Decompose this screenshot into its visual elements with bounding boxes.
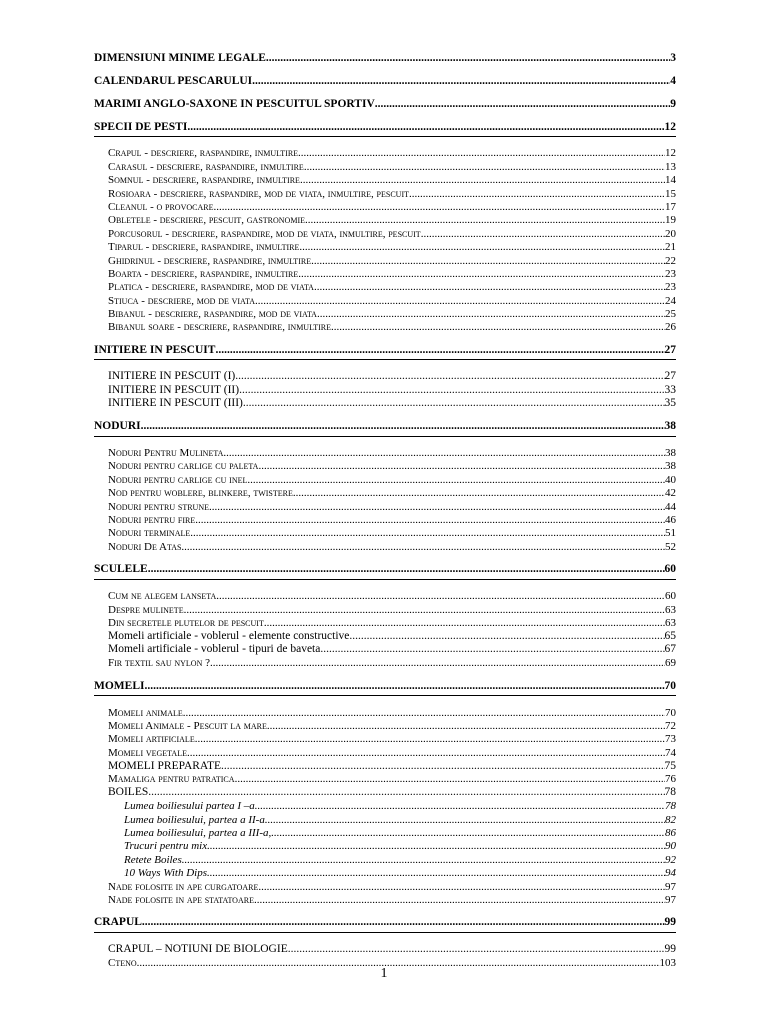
toc-entry-page: 69	[665, 657, 676, 670]
toc-entry-page: 13	[665, 160, 676, 173]
dot-leader	[247, 475, 665, 486]
dot-leader	[181, 542, 665, 553]
toc-entry-title: CRAPUL – NOTIUNI DE BIOLOGIE	[108, 942, 288, 955]
toc-subentry[interactable]	[94, 320, 676, 333]
toc-entry-page: 4	[670, 74, 676, 87]
toc-entry-page: 12	[665, 147, 676, 160]
toc-entry-title: Trucuri pentru mix	[124, 840, 208, 853]
toc-entry-page: 27	[664, 343, 676, 356]
toc-entry-page: 9	[670, 97, 676, 110]
toc-entry-title: BOILES	[108, 786, 149, 799]
toc-subentry[interactable]	[94, 616, 676, 629]
page-number: 1	[380, 966, 388, 981]
toc-entry-title: Noduri De Atas	[108, 540, 182, 553]
toc-subentry[interactable]	[94, 772, 676, 785]
dot-leader	[148, 787, 664, 799]
toc-subentry[interactable]	[94, 186, 676, 199]
toc-subentry[interactable]	[94, 240, 676, 253]
dot-leader	[314, 282, 665, 293]
dot-leader	[258, 461, 665, 472]
toc-entry-title: Carasul - descriere, raspandire, inmultire	[108, 160, 304, 173]
toc-entry-page: 12	[664, 120, 676, 133]
dot-leader	[421, 229, 665, 240]
toc-subentry[interactable]	[94, 146, 676, 159]
toc-entry-page: 63	[665, 603, 676, 616]
toc-entry-title: Momeli artificiale - voblerul - elemente constructive	[108, 629, 350, 642]
toc-entry-title: Crapul - descriere, raspandire, inmultire	[108, 147, 299, 160]
toc-entry-page: 46	[665, 513, 676, 526]
toc-entry-page: 97	[665, 880, 676, 893]
dot-leader	[195, 734, 665, 745]
toc-section-entry[interactable]	[94, 419, 676, 437]
toc-entry-page: 70	[665, 706, 676, 719]
dot-leader	[265, 815, 665, 826]
dot-leader	[223, 448, 665, 459]
toc-subentry[interactable]	[94, 213, 676, 226]
toc-entry-page: 27	[664, 370, 676, 383]
toc-entry-title: Noduri terminale	[108, 527, 191, 540]
toc-entry-title: Lumea boiliesului, partea a II-a	[124, 813, 265, 826]
dot-leader	[210, 658, 665, 669]
toc-entry-title: INITIERE IN PESCUIT	[94, 343, 216, 356]
toc-entry-page: 17	[665, 200, 676, 213]
toc-entry-page: 19	[665, 214, 676, 227]
dot-leader	[293, 488, 665, 499]
toc-entry-title: Platica - descriere, raspandire, mod de viata	[108, 281, 314, 294]
toc-entry-page: 86	[665, 827, 676, 840]
toc-entry-page: 78	[664, 786, 676, 799]
toc-subentry[interactable]	[94, 785, 676, 798]
toc-subentry[interactable]	[94, 839, 676, 852]
toc-section-entry[interactable]	[94, 73, 676, 87]
toc-subentry[interactable]	[94, 293, 676, 306]
toc-entry-page: 23	[665, 267, 676, 280]
toc-section-entry[interactable]	[94, 119, 676, 137]
toc-entry-page: 26	[665, 321, 676, 334]
dot-leader	[375, 99, 671, 111]
toc-entry-page: 33	[664, 383, 676, 396]
toc-section-entry[interactable]	[94, 342, 676, 360]
toc-entry-title: Noduri pentru fire	[108, 513, 196, 526]
toc-entry-page: 99	[664, 916, 676, 929]
toc-entry-page: 90	[665, 840, 676, 853]
dot-leader	[235, 371, 664, 383]
toc-entry-page: 44	[665, 500, 676, 513]
toc-subentry[interactable]	[94, 159, 676, 172]
dot-leader	[243, 398, 665, 410]
toc-entry-title: Despre mulinete	[108, 603, 184, 616]
toc-entry-title: Somnul - descriere, raspandire, inmultire	[108, 174, 300, 187]
toc-entry-title: MOMELI PREPARATE	[108, 759, 221, 772]
toc-entry-title: INITIERE IN PESCUIT (II)	[108, 383, 240, 396]
toc-subentry[interactable]	[94, 526, 676, 539]
toc-subentry[interactable]	[94, 173, 676, 186]
toc-subentry[interactable]	[94, 602, 676, 615]
toc-entry-page: 92	[665, 853, 676, 866]
dot-leader	[255, 296, 665, 307]
toc-subentry[interactable]	[94, 656, 676, 669]
dot-leader	[215, 345, 664, 357]
toc-section-entry[interactable]	[94, 50, 676, 64]
toc-entry-page: 42	[665, 487, 676, 500]
toc-entry-title: INITIERE IN PESCUIT (I)	[108, 370, 236, 383]
toc-entry-page: 38	[665, 460, 676, 473]
dot-leader	[207, 841, 665, 852]
toc-subentry[interactable]	[94, 719, 676, 732]
toc-subentry[interactable]	[94, 369, 676, 382]
toc-subentry[interactable]	[94, 446, 676, 459]
dot-leader	[298, 148, 665, 159]
toc-section-entry[interactable]	[94, 678, 676, 696]
toc-subentry[interactable]	[94, 280, 676, 293]
dot-leader	[331, 322, 665, 333]
toc-subentry[interactable]	[94, 472, 676, 485]
toc-entry-page: 52	[665, 540, 676, 553]
toc-entry-page: 40	[665, 473, 676, 486]
dot-leader	[254, 895, 665, 906]
toc-entry-title: Momeli Animale - Pescuit la mare	[108, 719, 267, 732]
toc-subentry[interactable]	[94, 799, 676, 812]
toc-entry-title: Momeli artificiale	[108, 733, 195, 746]
dot-leader	[298, 269, 665, 280]
toc-entry-page: 103	[659, 956, 676, 969]
dot-leader	[183, 708, 665, 719]
toc-entry-title: Retete Boiles	[124, 853, 182, 866]
toc-entry-title: CRAPUL	[94, 916, 142, 929]
toc-entry-title: Bibanul - descriere, raspandire, mod de viata	[108, 308, 317, 321]
toc-entry-page: 24	[665, 294, 676, 307]
toc-entry-title: Nade folosite in ape curgatoare	[108, 880, 259, 893]
toc-entry-title: SPECII DE PESTI	[94, 120, 188, 133]
dot-leader	[148, 564, 665, 576]
toc-entry-page: 38	[665, 447, 676, 460]
dot-leader	[142, 917, 665, 929]
toc-entry-page: 21	[665, 241, 676, 254]
dot-leader	[266, 53, 670, 65]
toc-entry-page: 22	[665, 254, 676, 267]
toc-entry-title: Cleanul - o provocare	[108, 200, 214, 213]
toc-entry-title: Obletele - descriere, pescuit, gastronomie	[108, 214, 305, 227]
toc-entry-page: 94	[665, 867, 676, 880]
toc-subentry[interactable]	[94, 396, 676, 409]
toc-subentry[interactable]	[94, 642, 676, 655]
toc-entry-title: NODURI	[94, 420, 141, 433]
toc-subentry[interactable]	[94, 826, 676, 839]
toc-entry-title: Noduri Pentru Mulineta	[108, 447, 224, 460]
toc-entry-title: Noduri pentru strune	[108, 500, 210, 513]
dot-leader	[305, 215, 665, 226]
dot-leader	[235, 774, 665, 785]
toc-subentry[interactable]	[94, 629, 676, 642]
toc-entry-page: 38	[664, 420, 676, 433]
dot-leader	[320, 644, 664, 656]
toc-entry-title: Lumea boiliesului, partea a III-a,	[124, 827, 272, 840]
toc-subentry[interactable]	[94, 459, 676, 472]
toc-entry-title: INITIERE IN PESCUIT (III)	[108, 397, 243, 410]
toc-entry-page: 97	[665, 893, 676, 906]
dot-leader	[300, 175, 665, 186]
dot-leader	[141, 421, 665, 433]
toc-subentry[interactable]	[94, 879, 676, 892]
dot-leader	[317, 309, 665, 320]
toc-subentry[interactable]	[94, 253, 676, 266]
toc-entry-title: 10 Ways With Dips	[124, 867, 208, 880]
toc-entry-page: 72	[665, 719, 676, 732]
dot-leader	[255, 801, 665, 812]
dot-leader	[299, 242, 665, 253]
dot-leader	[311, 256, 665, 267]
toc-entry-title: Cum ne alegem lanseta	[108, 590, 217, 603]
dot-leader	[258, 882, 665, 893]
dot-leader	[221, 761, 665, 773]
toc-entry-title: Momeli vegetale	[108, 746, 187, 759]
toc-entry-title: Tiparul - descriere, raspandire, inmultire	[108, 241, 300, 254]
toc-entry-title: Momeli animale	[108, 706, 183, 719]
toc-subentry[interactable]	[94, 539, 676, 552]
toc-entry-page: 35	[664, 397, 676, 410]
dot-leader	[239, 385, 664, 397]
toc-entry-page: 60	[665, 590, 676, 603]
dot-leader	[187, 122, 664, 134]
toc-entry-title: Cteno	[108, 956, 137, 969]
toc-entry-title: Rosioara - descriere, raspandire, mod de viata, inmultire, pescuit	[108, 187, 410, 200]
toc-subentry[interactable]	[94, 589, 676, 602]
table-of-contents	[94, 50, 676, 969]
toc-entry-page: 65	[664, 629, 676, 642]
dot-leader	[252, 76, 670, 88]
toc-entry-page: 3	[670, 51, 676, 64]
toc-subentry[interactable]	[94, 513, 676, 526]
dot-leader	[187, 748, 665, 759]
toc-entry-title: Mamaliga pentru patratica	[108, 773, 235, 786]
toc-entry-title: Lumea boiliesului partea I –a	[124, 800, 255, 813]
toc-entry-page: 51	[665, 527, 676, 540]
toc-subentry[interactable]	[94, 383, 676, 396]
toc-subentry[interactable]	[94, 705, 676, 718]
toc-subentry[interactable]	[94, 893, 676, 906]
toc-entry-title: Noduri pentru carlige cu inel	[108, 473, 248, 486]
toc-subentry[interactable]	[94, 732, 676, 745]
dot-leader	[182, 855, 665, 866]
toc-entry-title: CALENDARUL PESCARULUI	[94, 74, 253, 87]
toc-entry-page: 78	[665, 800, 676, 813]
toc-entry-title: Momeli artificiale - voblerul - tipuri de baveta	[108, 643, 321, 656]
dot-leader	[195, 515, 665, 526]
dot-leader	[271, 828, 665, 839]
toc-entry-page: 14	[665, 174, 676, 187]
dot-leader	[209, 502, 665, 513]
toc-entry-title: DIMENSIUNI MINIME LEGALE	[94, 51, 266, 64]
dot-leader	[288, 944, 665, 956]
dot-leader	[264, 618, 665, 629]
toc-entry-title: SCULELE	[94, 563, 148, 576]
toc-entry-page: 63	[665, 616, 676, 629]
dot-leader	[207, 868, 665, 879]
toc-subentry[interactable]	[94, 200, 676, 213]
dot-leader	[144, 681, 664, 693]
toc-entry-title: MOMELI	[94, 679, 145, 692]
toc-subentry[interactable]	[94, 866, 676, 879]
toc-subentry[interactable]	[94, 759, 676, 772]
toc-entry-page: 99	[664, 942, 676, 955]
toc-subentry[interactable]	[94, 745, 676, 758]
toc-entry-page: 75	[664, 759, 676, 772]
toc-entry-title: Bibanul soare - descriere, raspandire, inmultire	[108, 321, 332, 334]
dot-leader	[213, 202, 665, 213]
toc-section-entry[interactable]	[94, 915, 676, 933]
toc-subentry[interactable]	[94, 812, 676, 825]
dot-leader	[190, 528, 665, 539]
toc-entry-title: Ghidrinul - descriere, raspandire, inmultire	[108, 254, 312, 267]
toc-subentry[interactable]	[94, 226, 676, 239]
toc-entry-title: Fir textil sau nylon ?	[108, 657, 210, 670]
toc-entry-title: Stiuca - descriere, mod de viata	[108, 294, 255, 307]
toc-entry-page: 70	[664, 679, 676, 692]
toc-entry-title: Nod pentru woblere, blinkere, twistere	[108, 487, 293, 500]
toc-entry-title: MARIMI ANGLO-SAXONE IN PESCUITUL SPORTIV	[94, 97, 375, 110]
toc-subentry[interactable]	[94, 267, 676, 280]
dot-leader	[267, 721, 665, 732]
toc-section-entry[interactable]	[94, 96, 676, 110]
toc-entry-page: 73	[665, 733, 676, 746]
toc-entry-title: Nade folosite in ape statatoare	[108, 893, 254, 906]
toc-entry-page: 15	[665, 187, 676, 200]
toc-section-entry[interactable]	[94, 562, 676, 580]
dot-leader	[184, 605, 665, 616]
toc-entry-page: 60	[664, 563, 676, 576]
toc-subentry[interactable]	[94, 852, 676, 865]
dot-leader	[349, 631, 664, 643]
dot-leader	[409, 189, 665, 200]
toc-entry-page: 74	[665, 746, 676, 759]
toc-entry-title: Porcusorul - descriere, raspandire, mod de viata, inmultire, pescuit	[108, 227, 421, 240]
dot-leader	[304, 162, 665, 173]
toc-entry-title: Boarta - descriere, raspandire, inmultire	[108, 267, 299, 280]
toc-subentry[interactable]	[94, 499, 676, 512]
toc-entry-title: Din secretele plutelor de pescuit	[108, 616, 264, 629]
toc-subentry[interactable]	[94, 486, 676, 499]
toc-entry-page: 20	[665, 227, 676, 240]
toc-entry-title: Noduri pentru carlige cu paleta	[108, 460, 259, 473]
toc-entry-page: 82	[665, 813, 676, 826]
dot-leader	[216, 591, 665, 602]
toc-entry-page: 76	[665, 773, 676, 786]
toc-entry-page: 23	[665, 281, 676, 294]
toc-entry-page: 25	[665, 308, 676, 321]
toc-entry-page: 67	[664, 643, 676, 656]
toc-subentry[interactable]	[94, 307, 676, 320]
toc-subentry[interactable]	[94, 942, 676, 955]
